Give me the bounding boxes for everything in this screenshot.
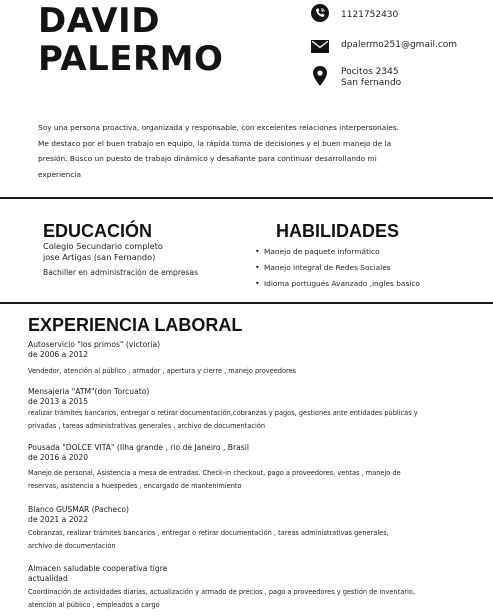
job-description: Cobranzas, realizar trámites bancarios , entregar o retirar documentación , tareas administrativas generales, archivo de documentación [28,529,389,550]
job-title: Pousada "DOLCE VITA" (Ilha grande , rio de Janeiro , Brasil [28,443,249,452]
job-dates: de 2013 a 2015 [28,397,89,406]
skills-list [255,244,420,292]
job-dates: actualidad [28,574,68,583]
skill-item: • Manejo integral de Redes Sociales [255,260,420,276]
education-heading: EDUCACIÓN [43,221,153,241]
skills-heading: HABILIDADES [276,221,400,241]
job-title: Blanco GUSMAR (Pacheco) [28,505,130,514]
location-pin-icon [313,66,327,86]
job-dates: de 2016 a 2020 [28,453,89,462]
skill-item: • Manejo de paquete informático [255,244,420,260]
job-entry [28,387,468,433]
phone-icon [311,4,329,22]
job-title: Autoservicio "los primos" (victoria) [28,340,161,349]
job-description: Manejo de personal, Asistencia a mesa de entradas. Check-in checkout, pago a proveedores, ventas , manejo de reservas, asistencia a huespedes , encargado de mantenimiento [28,469,401,490]
email-address: dpalermo251@gmail.com [341,40,458,50]
education-school: Colegio Secundario completo [43,241,163,251]
section-divider [0,302,493,304]
education-school-name: jose Artigas (san Fernando) [43,252,156,262]
job-description: realizar trámites bancarios, entregar o retirar documentación,cobranzas y pagos, gestiones ante entidades públicas y privadas , tareas administrativas generales , archivo de documentación [28,409,418,430]
job-description: Coordinación de actividades diarias, actualización y armado de precios , pago a proveedores y gestión de inventario, atención al público , empleados a cargo [28,588,415,609]
experience-heading: EXPERIENCIA LABORAL [28,315,243,335]
job-dates: de 2021 a 2022 [28,515,89,524]
skill-item: • Idioma portugués Avanzado ,ingles basico [255,276,420,292]
job-title: Almacen saludable cooperativa tigre [28,564,168,573]
address-line-2: San fernando [341,78,402,88]
last-name: PALERMO [38,39,224,79]
job-entry [28,505,468,553]
job-entry [28,340,468,378]
education-degree: Bachiller en administración de empresas [43,268,199,277]
envelope-icon [311,38,329,51]
job-dates: de 2006 a 2012 [28,350,89,359]
address [341,67,401,89]
section-divider [0,197,493,199]
job-entry [28,564,468,612]
job-description: Vendedor, atención al público , armador , apertura y cierre , manejo proveedores [28,367,297,375]
job-title: Mensajeria "ATM"(don Torcuato) [28,387,150,396]
address-line-1: Pocitos 2345 [341,67,399,77]
job-entry [28,443,468,493]
education-details [43,241,198,278]
first-name: DAVID [38,1,160,41]
profile-summary: Soy una persona proactiva, organizada y responsable, con excelentes relaciones interpersonales. Me destaco por el buen trabajo en equipo, la rápida toma de decisiones y el buen manejo de la presión. Busco un puesto de trabajo dinámico y desafiante para continuar desarrollando mi experiencia [38,123,400,179]
name-heading [38,2,223,78]
phone-number: 1121752430 [341,10,399,20]
